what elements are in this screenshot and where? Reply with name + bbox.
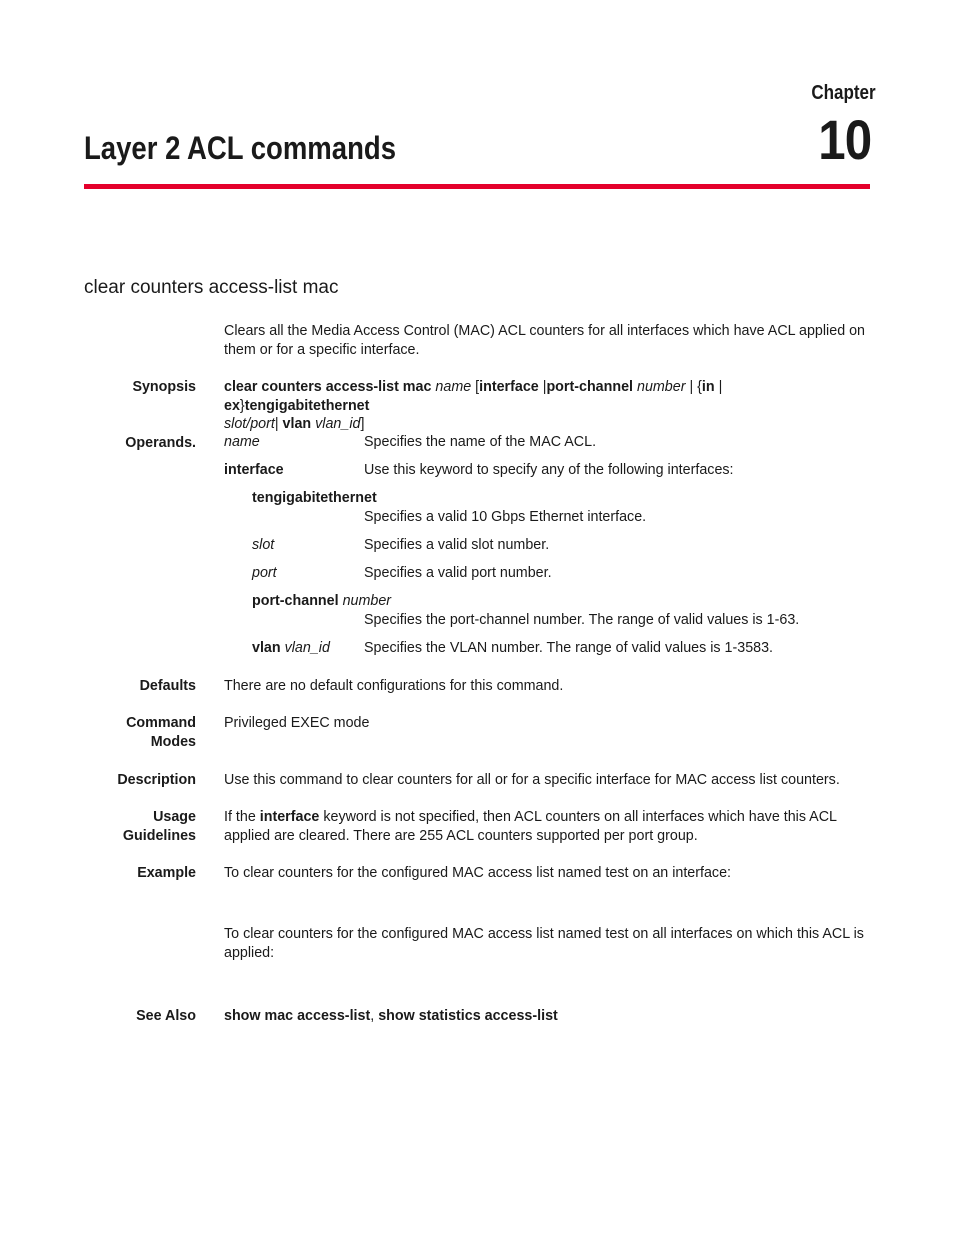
- operand-name-desc: Specifies the name of the MAC ACL.: [364, 434, 597, 450]
- description-label: Description: [117, 772, 196, 788]
- synopsis-punct: }: [239, 397, 245, 414]
- command-modes-label: [126, 714, 196, 752]
- synopsis-punct: |: [714, 379, 723, 395]
- section-title: clear counters access-list mac: [84, 277, 339, 298]
- example-text-2: To clear counters for the configured MAC access list named test on all interfaces on which this ACL is applied:: [224, 926, 864, 961]
- operand-slot-term: slot: [252, 537, 275, 553]
- usage-keyword: interface: [259, 809, 320, 825]
- operand-port-desc: Specifies a valid port number.: [364, 565, 552, 581]
- operand-vlan-kw: vlan: [252, 640, 281, 656]
- operand-name-term: name: [224, 434, 260, 450]
- operand-tengig-desc: Specifies a valid 10 Gbps Ethernet interface.: [364, 509, 647, 525]
- see-also-link-show-mac-access-list[interactable]: show mac access-list: [224, 1008, 371, 1024]
- operand-port-channel-desc: Specifies the port-channel number. The range of valid values is 1-63.: [364, 612, 800, 628]
- synopsis-interface-kw: interface: [479, 379, 539, 395]
- command-modes-label-line1: Command: [126, 715, 196, 731]
- see-also-links: [224, 1007, 870, 1026]
- synopsis-punct: ]: [360, 416, 365, 432]
- chapter-divider: [84, 184, 870, 189]
- operand-interface-term: interface: [224, 462, 284, 478]
- chapter-number: 10: [817, 108, 871, 171]
- operand-port-channel-kw: port-channel: [252, 593, 339, 609]
- usage-post: keyword is not specified, then ACL counters on all interfaces which have this ACL applied are cleared. There are 255 ACL counters supported per port group.: [224, 809, 837, 844]
- operand-port-term: port: [252, 565, 277, 581]
- synopsis-tengig-kw: tengigabitethernet: [244, 397, 370, 414]
- synopsis-port-channel-kw: port-channel: [546, 379, 634, 395]
- operand-vlan-arg: vlan_id: [284, 640, 330, 656]
- chapter-label: Chapter: [811, 82, 876, 104]
- synopsis-ex-kw: ex: [224, 397, 240, 414]
- synopsis-in-kw: in: [701, 379, 715, 395]
- see-also-separator: ,: [370, 1008, 379, 1024]
- usage-label-line2: Guidelines: [122, 828, 196, 844]
- synopsis-name-arg: name: [435, 379, 472, 395]
- synopsis-punct: [: [471, 379, 480, 395]
- operand-port-channel-term: [252, 593, 391, 609]
- usage-label: [123, 808, 196, 846]
- synopsis-vlan-id-arg: vlan_id: [315, 416, 361, 432]
- operand-interface-desc: Use this keyword to specify any of the following interfaces:: [364, 462, 734, 478]
- section-intro: Clears all the Media Access Control (MAC) ACL counters for all interfaces which have ACL applied on them or for a specific interface.: [224, 323, 866, 358]
- synopsis-number-arg: number: [637, 379, 686, 395]
- defaults-text: There are no default configurations for this command.: [224, 678, 564, 694]
- operand-slot-desc: Specifies a valid slot number.: [364, 537, 550, 553]
- operand-vlan-desc: Specifies the VLAN number. The range of valid values is 1-3583.: [364, 640, 774, 656]
- chapter-title: Layer 2 ACL commands: [84, 130, 397, 166]
- example-label: Example: [137, 865, 196, 881]
- synopsis-vlan-kw: vlan: [282, 416, 312, 432]
- description-text: Use this command to clear counters for all or for a specific interface for MAC access list counters.: [224, 772, 840, 788]
- see-also-label: See Also: [136, 1008, 196, 1024]
- operands-label: Operands.: [125, 435, 196, 451]
- operand-port-channel-arg: number: [342, 593, 392, 609]
- synopsis-punct: | {: [685, 379, 702, 395]
- usage-label-line1: Usage: [153, 809, 196, 825]
- synopsis-text: [224, 378, 870, 434]
- synopsis-command: clear counters access-list mac: [224, 379, 432, 395]
- see-also-link-show-statistics-access-list[interactable]: show statistics access-list: [378, 1008, 558, 1024]
- operand-tengig-term: tengigabitethernet: [252, 490, 377, 506]
- synopsis-slot-port-arg: slot/port: [224, 416, 275, 432]
- operand-vlan-term: [252, 640, 330, 656]
- usage-pre: If the: [224, 809, 260, 825]
- synopsis-punct: |: [274, 416, 283, 432]
- command-modes-label-line2: Modes: [150, 734, 196, 750]
- example-text-1: To clear counters for the configured MAC access list named test on an interface:: [224, 865, 731, 881]
- synopsis-punct: |: [538, 379, 547, 395]
- usage-text: [224, 808, 870, 845]
- synopsis-label: Synopsis: [132, 379, 196, 395]
- command-modes-text: Privileged EXEC mode: [224, 715, 370, 731]
- defaults-label: Defaults: [139, 678, 196, 694]
